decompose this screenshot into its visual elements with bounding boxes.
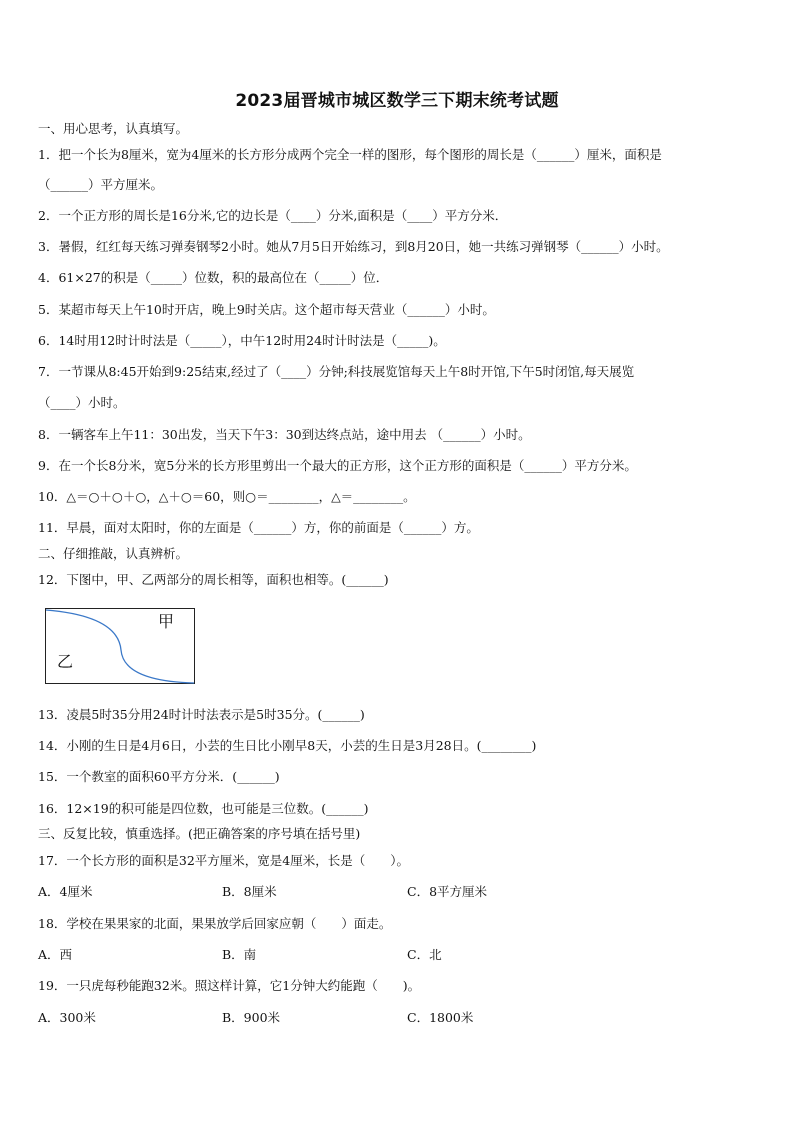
section-heading-1: 一、用心思考，认真填写。: [38, 121, 189, 136]
question-19: 19．一只虎每秒能跑32米。照这样计算，它1分钟大约能跑（ )。: [38, 978, 421, 993]
question-18-option-a: A．西: [38, 947, 73, 962]
question-17: 17．一个长方形的面积是32平方厘米，宽是4厘米，长是（ ）。: [38, 853, 410, 868]
question-19-option-c: C．1800米: [407, 1010, 474, 1025]
label-jia: 甲: [158, 612, 175, 631]
question-5: 5．某超市每天上午10时开店，晚上9时关店。这个超市每天营业（______）小时。: [38, 302, 495, 317]
question-12: 12．下图中，甲、乙两部分的周长相等，面积也相等。(______): [38, 572, 389, 587]
label-yi: 乙: [57, 652, 74, 671]
question-8: 8．一辆客车上午11：30出发，当天下午3：30到达终点站，途中用去 （______）小时。: [38, 427, 531, 442]
question-7-line-2: （____）小时。: [38, 395, 126, 410]
question-1-line-1: 1．把一个长为8厘米，宽为4厘米的长方形分成两个完全一样的图形，每个图形的周长是（______）厘米，面积是: [38, 147, 662, 162]
section-heading-3: 三、反复比较，慎重选择。(把正确答案的序号填在括号里): [38, 826, 361, 841]
question-7-line-1: 7．一节课从8:45开始到9:25结束,经过了（____）分钟;科技展览馆每天上午8时开馆,下午5时闭馆,每天展览: [38, 364, 635, 379]
question-9: 9．在一个长8分米，宽5分米的长方形里剪出一个最大的正方形，这个正方形的面积是（______）平方分米。: [38, 458, 637, 473]
question-6: 6．14时用12时计时法是（_____），中午12时用24时计时法是（_____)。: [38, 333, 446, 348]
question-18-option-c: C．北: [407, 947, 442, 962]
question-19-option-a: A．300米: [38, 1010, 96, 1025]
section-heading-2: 二、仔细推敲，认真辨析。: [38, 546, 189, 561]
question-14: 14．小刚的生日是4月6日，小芸的生日比小刚早8天，小芸的生日是3月28日。(________): [38, 738, 537, 753]
question-18: 18．学校在果果家的北面，果果放学后回家应朝（ ）面走。: [38, 916, 392, 931]
question-17-option-b: B．8厘米: [222, 884, 277, 899]
question-16: 16．12×19的积可能是四位数，也可能是三位数。(______): [38, 801, 369, 816]
question-17-option-c: C．8平方厘米: [407, 884, 488, 899]
question-1-line-2: （______）平方厘米。: [38, 177, 164, 192]
question-17-option-a: A．4厘米: [38, 884, 93, 899]
question-2: 2．一个正方形的周长是16分米,它的边长是（____）分米,面积是（____）平方分米．: [38, 208, 508, 223]
question-13: 13．凌晨5时35分用24时计时法表示是5时35分。(______): [38, 707, 365, 722]
question-3: 3．暑假，红红每天练习弹奏钢琴2小时。她从7月5日开始练习，到8月20日，她一共练习弹钢琴（______）小时。: [38, 239, 669, 254]
question-15: 15．一个教室的面积60平方分米．(______): [38, 769, 280, 784]
question-11: 11．早晨，面对太阳时，你的左面是（______）方，你的前面是（______）方。: [38, 520, 479, 535]
question-10: 10．△＝○＋○＋○，△＋○＝60，则○＝________，△＝________。: [38, 489, 416, 504]
question-19-option-b: B．900米: [222, 1010, 281, 1025]
page-title: 2023届晋城市城区数学三下期末统考试题: [235, 91, 559, 111]
question-4: 4．61×27的积是（_____）位数，积的最高位在（_____）位．: [38, 270, 389, 285]
shape-figure: [45, 608, 195, 684]
question-18-option-b: B．南: [222, 947, 257, 962]
